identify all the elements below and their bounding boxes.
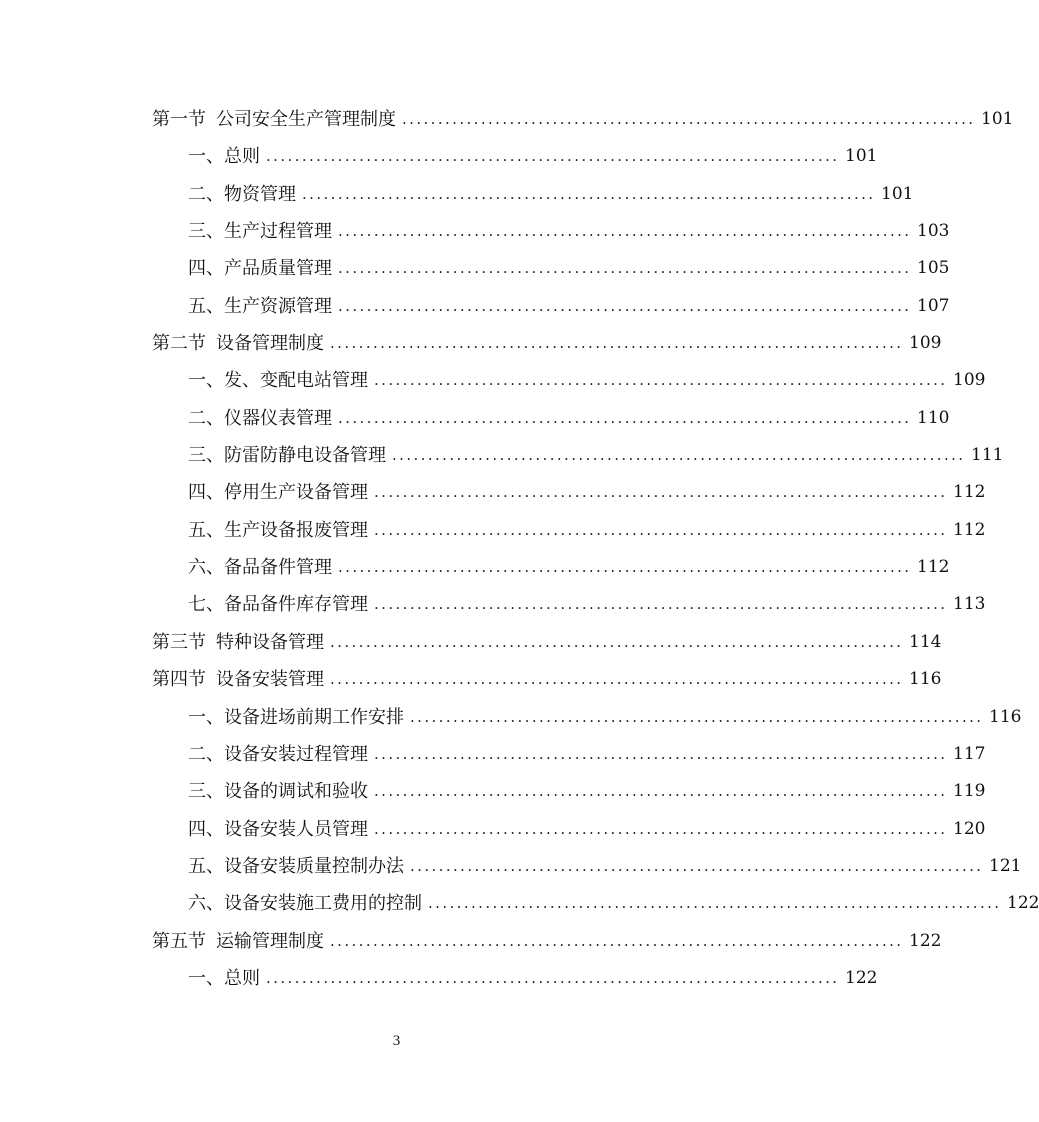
toc-subsection-entry[interactable] xyxy=(152,400,950,437)
toc-dot-leader: ................................................................................ xyxy=(374,782,948,801)
toc-page-number: 122 xyxy=(1007,893,1039,914)
toc-section-entry[interactable] xyxy=(152,624,942,661)
toc-page-number: 101 xyxy=(845,146,878,167)
toc-subsection-entry[interactable] xyxy=(152,213,950,250)
toc-entry-label xyxy=(188,848,406,885)
toc-subsection-entry[interactable] xyxy=(152,586,986,623)
toc-dot-leader: ................................................................................ xyxy=(402,110,976,128)
toc-dot-leader: ................................................................................ xyxy=(374,483,948,502)
toc-entry-title: 备品备件管理 xyxy=(224,557,332,579)
toc-entry-label xyxy=(188,288,334,325)
toc-entry-title: 特种设备管理 xyxy=(216,631,324,653)
toc-entry-title: 设备的调试和验收 xyxy=(224,781,368,803)
toc-entry-label xyxy=(188,176,298,213)
toc-page-number: 117 xyxy=(953,743,986,764)
toc-subsection-entry[interactable] xyxy=(152,437,1004,474)
toc-entry-title: 设备安装过程管理 xyxy=(224,743,368,765)
toc-entry-title: 发、变配电站管理 xyxy=(224,370,368,392)
toc-page-number: 103 xyxy=(917,221,950,242)
page-number: 3 xyxy=(392,1033,401,1049)
toc-subsection-entry[interactable] xyxy=(152,176,914,213)
toc-entry-label xyxy=(152,624,326,661)
toc-dot-leader: ................................................................................ xyxy=(374,595,948,614)
toc-subsection-entry[interactable] xyxy=(152,512,986,549)
toc-entry-title: 防雷防静电设备管理 xyxy=(224,445,386,467)
toc-subsection-entry[interactable] xyxy=(152,549,950,586)
toc-page-number: 105 xyxy=(917,258,950,279)
toc-entry-title: 设备管理制度 xyxy=(216,333,324,355)
toc-entry-title: 生产资源管理 xyxy=(224,295,332,317)
toc-entry-title: 总则 xyxy=(224,146,260,168)
toc-page-number: 107 xyxy=(917,295,950,316)
toc-entry-title: 设备安装人员管理 xyxy=(224,818,368,840)
toc-entry-label xyxy=(188,362,370,399)
toc-subsection-entry[interactable] xyxy=(152,288,950,325)
toc-subsection-entry[interactable] xyxy=(152,811,986,848)
toc-entry-title: 停用生产设备管理 xyxy=(224,482,368,504)
toc-entry-number: 四、 xyxy=(188,818,224,840)
toc-entry-label xyxy=(188,138,262,175)
toc-entry-number: 第五节 xyxy=(152,930,206,952)
toc-page-number: 101 xyxy=(881,183,914,204)
toc-entry-number: 三、 xyxy=(188,221,224,243)
toc-page-number: 116 xyxy=(909,669,942,690)
toc-entry-label xyxy=(152,325,326,362)
toc-section-entry[interactable] xyxy=(152,325,942,362)
toc-entry-number: 六、 xyxy=(188,557,224,579)
toc-entry-number: 五、 xyxy=(188,519,224,541)
toc-page-number: 110 xyxy=(917,407,950,428)
toc-entry-number: 一、 xyxy=(188,967,224,989)
toc-page-number: 112 xyxy=(953,519,986,540)
toc-entry-label xyxy=(188,885,424,922)
toc-dot-leader: ................................................................................ xyxy=(428,894,1002,913)
toc-section-entry[interactable] xyxy=(152,661,942,698)
toc-page-number: 122 xyxy=(909,930,942,951)
toc-entry-title: 物资管理 xyxy=(224,183,296,205)
toc-subsection-entry[interactable] xyxy=(152,885,1039,922)
toc-dot-leader: ................................................................................ xyxy=(338,222,912,241)
toc-subsection-entry[interactable] xyxy=(152,848,1022,885)
toc-entry-number: 三、 xyxy=(188,781,224,803)
toc-dot-leader: ................................................................................ xyxy=(338,259,912,278)
toc-entry-label xyxy=(152,923,326,960)
toc-entry-number: 一、 xyxy=(188,706,224,728)
toc-entry-title: 设备安装管理 xyxy=(216,669,324,691)
toc-dot-leader: ................................................................................ xyxy=(302,184,876,203)
toc-page-number: 109 xyxy=(953,370,986,391)
toc-entry-title: 总则 xyxy=(224,967,260,989)
toc-subsection-entry[interactable] xyxy=(152,736,986,773)
toc-entry-label xyxy=(188,960,262,997)
toc-entry-label xyxy=(188,586,370,623)
toc-entry-number: 二、 xyxy=(188,743,224,765)
toc-dot-leader: ................................................................................ xyxy=(338,408,912,427)
toc-subsection-entry[interactable] xyxy=(152,362,986,399)
toc-entry-number: 四、 xyxy=(188,482,224,504)
toc-entry-label xyxy=(188,437,388,474)
toc-dot-leader: ................................................................................ xyxy=(266,968,840,987)
toc-entry-number: 第二节 xyxy=(152,333,206,355)
toc-dot-leader: ................................................................................ xyxy=(330,334,904,353)
toc-section-entry[interactable] xyxy=(152,101,1014,138)
toc-entry-number: 第三节 xyxy=(152,631,206,653)
toc-entry-number: 三、 xyxy=(188,445,224,467)
toc-entry-label xyxy=(188,213,334,250)
toc-entry-label xyxy=(188,512,370,549)
toc-subsection-entry[interactable] xyxy=(152,699,1022,736)
toc-dot-leader: ................................................................................ xyxy=(392,446,966,465)
toc-subsection-entry[interactable] xyxy=(152,773,986,810)
toc-entry-label xyxy=(188,474,370,511)
toc-entry-label xyxy=(188,811,370,848)
toc-page-number: 112 xyxy=(917,557,950,578)
toc-entry-number: 七、 xyxy=(188,594,224,616)
toc-dot-leader: ................................................................................ xyxy=(330,632,904,651)
toc-entry-number: 第一节 xyxy=(152,109,206,130)
toc-page-number: 121 xyxy=(989,855,1022,876)
toc-dot-leader: ................................................................................ xyxy=(338,558,912,577)
toc-dot-leader: ................................................................................ xyxy=(330,670,904,689)
toc-subsection-entry[interactable] xyxy=(152,960,878,997)
toc-entry-number: 第四节 xyxy=(152,669,206,691)
toc-entry-number: 四、 xyxy=(188,258,224,280)
toc-page-number: 120 xyxy=(953,818,986,839)
toc-entry-label xyxy=(188,736,370,773)
toc-entry-label xyxy=(188,549,334,586)
toc-page-number: 109 xyxy=(909,333,942,354)
toc-page-number: 116 xyxy=(989,706,1022,727)
toc-dot-leader: ................................................................................ xyxy=(374,520,948,539)
toc-entry-number: 六、 xyxy=(188,893,224,915)
toc-entry-label xyxy=(188,250,334,287)
toc-subsection-entry[interactable] xyxy=(152,250,950,287)
toc-subsection-entry[interactable] xyxy=(152,138,878,175)
toc-entry-label xyxy=(188,400,334,437)
toc-entry-label xyxy=(188,699,406,736)
toc-entry-title: 备品备件库存管理 xyxy=(224,594,368,616)
table-of-contents xyxy=(152,101,1039,997)
toc-entry-title: 设备安装质量控制办法 xyxy=(224,855,404,877)
toc-section-entry[interactable] xyxy=(152,923,942,960)
toc-page-number: 122 xyxy=(845,967,878,988)
toc-entry-title: 仪器仪表管理 xyxy=(224,407,332,429)
toc-page-number: 114 xyxy=(909,631,942,652)
toc-entry-title: 产品质量管理 xyxy=(224,258,332,280)
toc-page-number: 113 xyxy=(953,594,986,615)
toc-entry-title: 设备安装施工费用的控制 xyxy=(224,893,422,915)
toc-entry-number: 五、 xyxy=(188,295,224,317)
toc-entry-label xyxy=(188,773,370,810)
toc-entry-label xyxy=(152,661,326,698)
toc-dot-leader: ................................................................................ xyxy=(410,856,984,875)
toc-dot-leader: ................................................................................ xyxy=(374,819,948,838)
toc-entry-number: 一、 xyxy=(188,146,224,168)
toc-entry-number: 一、 xyxy=(188,370,224,392)
toc-entry-number: 二、 xyxy=(188,183,224,205)
toc-entry-title: 设备进场前期工作安排 xyxy=(224,706,404,728)
toc-entry-title: 生产过程管理 xyxy=(224,221,332,243)
toc-entry-label xyxy=(152,101,398,138)
toc-dot-leader: ................................................................................ xyxy=(338,296,912,315)
toc-entry-number: 五、 xyxy=(188,855,224,877)
toc-dot-leader: ................................................................................ xyxy=(330,931,904,950)
toc-entry-title: 运输管理制度 xyxy=(216,930,324,952)
toc-entry-title: 公司安全生产管理制度 xyxy=(216,109,396,130)
toc-dot-leader: ................................................................................ xyxy=(266,147,840,166)
toc-entry-number: 二、 xyxy=(188,407,224,429)
toc-dot-leader: ................................................................................ xyxy=(410,707,984,726)
toc-page-number: 101 xyxy=(981,109,1014,129)
toc-page-number: 119 xyxy=(953,781,986,802)
toc-dot-leader: ................................................................................ xyxy=(374,371,948,390)
toc-subsection-entry[interactable] xyxy=(152,474,986,511)
toc-entry-title: 生产设备报废管理 xyxy=(224,519,368,541)
toc-dot-leader: ................................................................................ xyxy=(374,744,948,763)
toc-page-number: 112 xyxy=(953,482,986,503)
toc-page-number: 111 xyxy=(971,445,1004,466)
